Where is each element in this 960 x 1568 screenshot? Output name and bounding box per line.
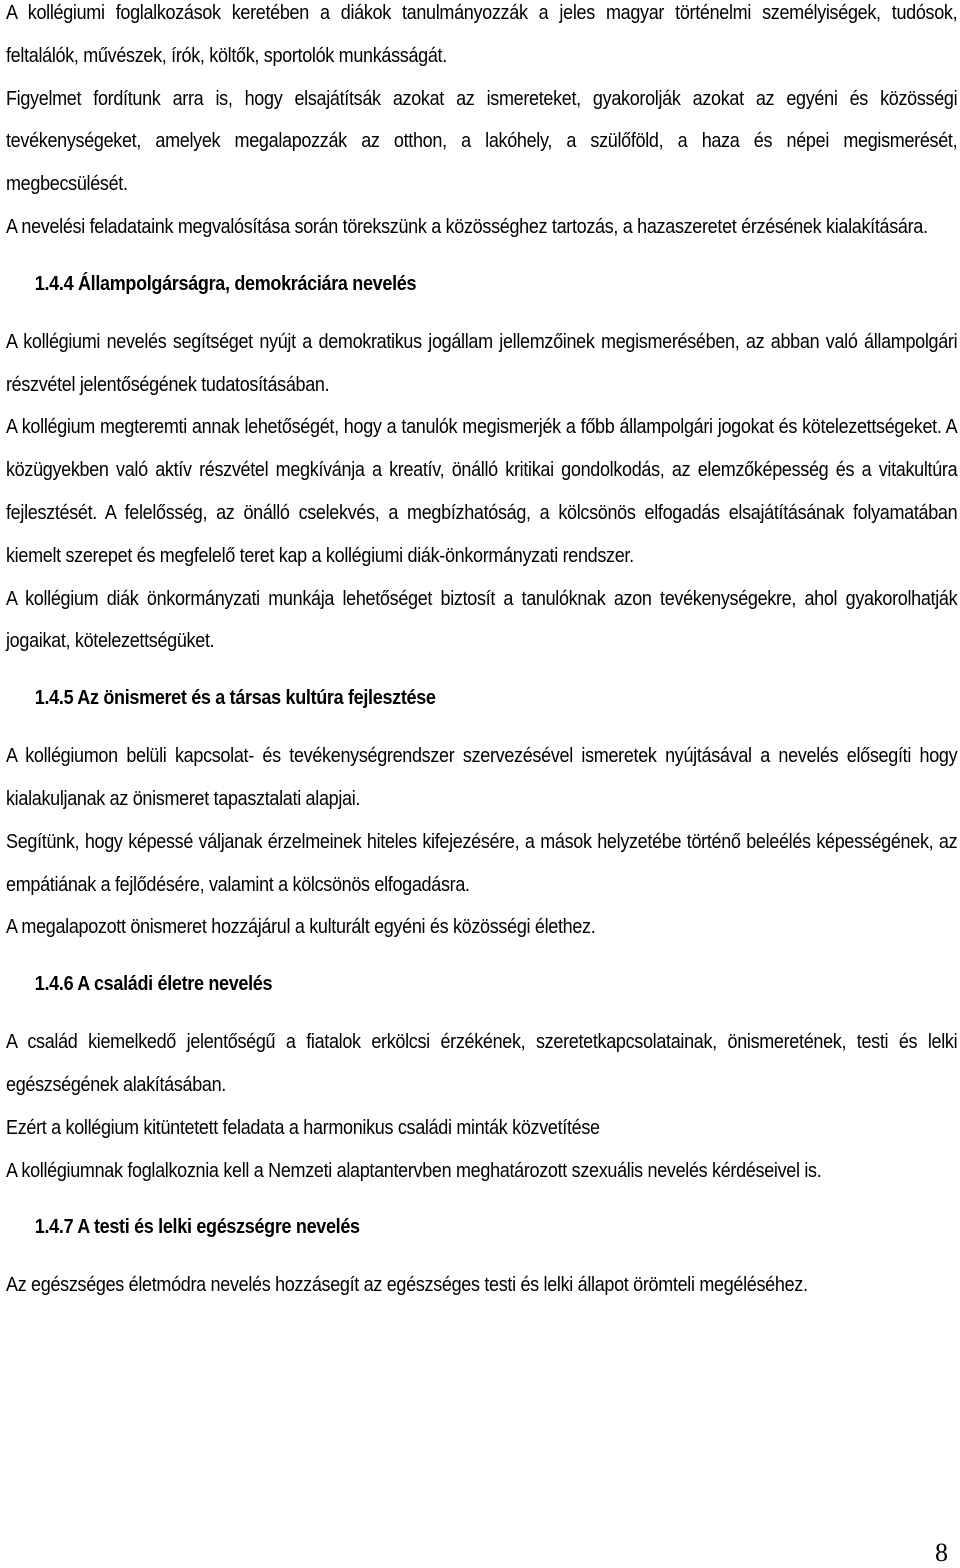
section-1-4-7-paragraph-1: Az egészséges életmódra nevelés hozzásegít az egészséges testi és lelki állapot örömteli megéléséhez. xyxy=(6,1274,808,1297)
section-heading-1-4-7: 1.4.7 A testi és lelki egészségre nevelés xyxy=(34,1216,360,1239)
section-1-4-5-paragraph-3: A megalapozott önismeret hozzájárul a kulturált egyéni és közösségi élethez. xyxy=(6,916,596,939)
section-1-4-4-paragraph-2: A kollégium megteremti annak lehetőségét, hogy a tanulók megismerjék a főbb állampolgári jogokat és kötelezettségeket. A közügyekben való aktív részvétel megkívánja a kreatív, önálló kritikai gondolkodás, az elemzőképesség és a vitakultúra fejlesztését. A felelősség, az önálló cselekvés, a megbízhatóság, a kölcsönös elfogadás elsajátításának folyamatában kiemelt szerepet és megfelelő teret kap a kollégiumi diák-önkormányzati rendszer. xyxy=(6,416,958,567)
intro-paragraph-2: Figyelmet fordítunk arra is, hogy elsajátítsák azokat az ismereteket, gyakorolják azokat az egyéni és közösségi tevékenységeket, amelyek megalapozzák az otthon, a lakóhely, a szülőföld, a haza és népei megismerését, megbecsülését. xyxy=(6,87,958,196)
section-1-4-5-paragraph-2: Segítünk, hogy képessé váljanak érzelmeinek hiteles kifejezésére, a mások helyzetébe történő beleélés képességének, az empátiának a fejlődésére, valamint a kölcsönös elfogadásra. xyxy=(6,830,958,896)
intro-paragraph-3: A nevelési feladataink megvalósítása során törekszünk a közösséghez tartozás, a hazaszeretet érzésének kialakítására. xyxy=(6,215,928,238)
section-1-4-4-paragraph-3: A kollégium diák önkormányzati munkája lehetőséget biztosít a tanulóknak azon tevékenységekre, ahol gyakorolhatják jogaikat, kötelezettségüket. xyxy=(6,587,958,653)
section-1-4-6-paragraph-2: Ezért a kollégium kitüntetett feladata a harmonikus családi minták közvetítése xyxy=(6,1116,600,1139)
document-page xyxy=(6,0,958,1307)
intro-paragraph-1: A kollégiumi foglalkozások keretében a diákok tanulmányozzák a jeles magyar történelmi személyiségek, tudósok, feltalálók, művészek, írók, költők, sportolók munkásságát. xyxy=(6,2,958,67)
section-1-4-5-paragraph-1: A kollégiumon belüli kapcsolat- és tevékenységrendszer szervezésével ismeretek nyújtásával a nevelés elősegíti hogy kialakuljanak az önismeret tapasztalati alapjai. xyxy=(6,745,958,810)
section-1-4-6-paragraph-1: A család kiemelkedő jelentőségű a fiatalok erkölcsi érzékének, szeretetkapcsolatainak, önismeretének, testi és lelki egészségének alakításában. xyxy=(6,1031,958,1096)
section-1-4-4-paragraph-1: A kollégiumi nevelés segítséget nyújt a demokratikus jogállam jellemzőinek megismerésében, az abban való állampolgári részvétel jelentőségének tudatosításában. xyxy=(6,330,958,396)
section-heading-1-4-5: 1.4.5 Az önismeret és a társas kultúra fejlesztése xyxy=(34,687,436,710)
section-1-4-6-paragraph-3: A kollégiumnak foglalkoznia kell a Nemzeti alaptantervben meghatározott szexuális nevelés kérdéseivel is. xyxy=(6,1159,822,1182)
section-heading-1-4-4: 1.4.4 Állampolgárságra, demokráciára nevelés xyxy=(34,272,417,295)
section-heading-1-4-6: 1.4.6 A családi életre nevelés xyxy=(34,973,273,996)
page-number: 8 xyxy=(935,1538,948,1567)
